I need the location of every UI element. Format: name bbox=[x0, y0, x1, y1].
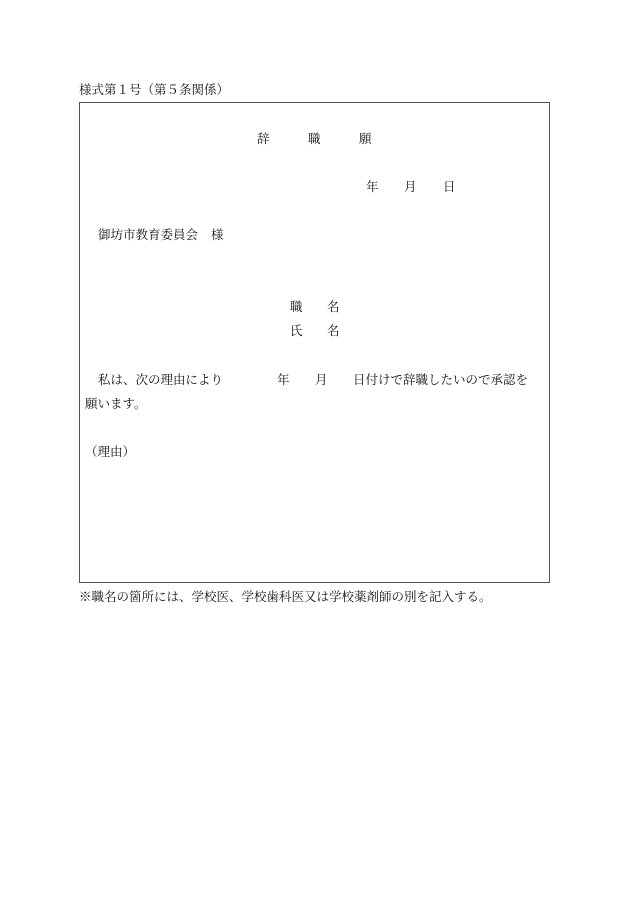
body-tail: 日付けで辞職したいので承認を bbox=[353, 372, 529, 387]
date-month: 月 bbox=[404, 179, 417, 194]
footnote: ※職名の箇所には、学校医、学校歯科医又は学校薬剤師の別を記入する。 bbox=[79, 589, 492, 604]
form-number: 様式第１号（第５条関係） bbox=[79, 82, 230, 97]
reason-label: （理由） bbox=[85, 444, 136, 459]
addressee-name: 御坊市教育委員会 bbox=[98, 227, 199, 242]
date-day: 日 bbox=[443, 179, 456, 194]
addressee-honorific: 様 bbox=[211, 227, 224, 242]
title-char-1: 辞 bbox=[257, 131, 270, 146]
name-label-char-1: 氏 bbox=[290, 323, 303, 338]
body-year: 年 bbox=[277, 372, 290, 387]
name-label-char-2: 名 bbox=[327, 323, 340, 338]
position-label-char-2: 名 bbox=[327, 299, 340, 314]
title-char-2: 職 bbox=[308, 131, 321, 146]
body-line-2: 願います。 bbox=[85, 396, 147, 411]
body-month: 月 bbox=[315, 372, 328, 387]
date-year: 年 bbox=[366, 179, 379, 194]
title-char-3: 願 bbox=[359, 131, 372, 146]
body-lead: 私は、次の理由により bbox=[98, 372, 224, 387]
position-label-char-1: 職 bbox=[290, 299, 303, 314]
form-frame bbox=[79, 102, 550, 583]
